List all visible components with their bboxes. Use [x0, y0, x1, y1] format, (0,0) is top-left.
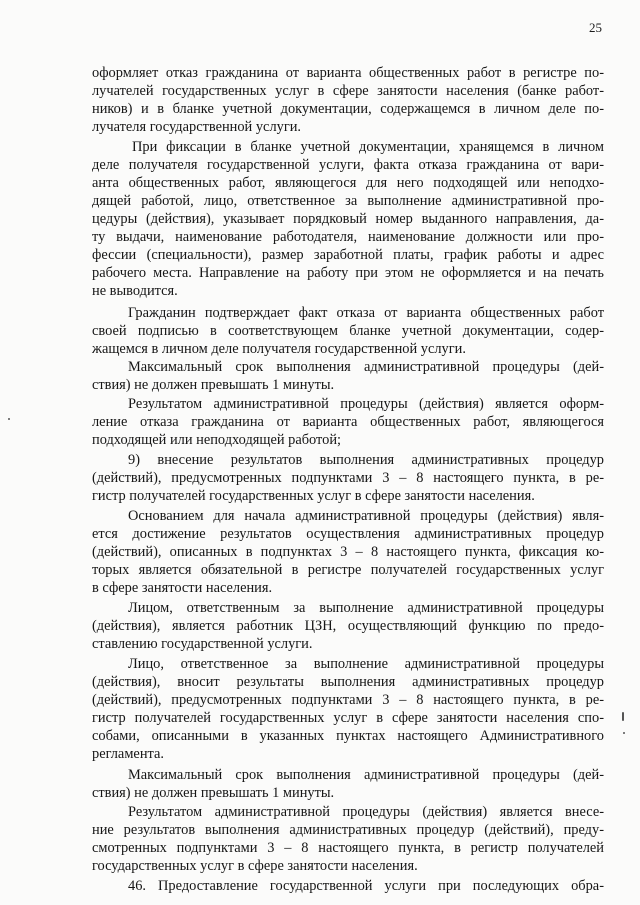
text-line: подходящей или неподходящей работой; [92, 432, 342, 448]
text-line: Максимальный срок выполнения административной процедуры (дей- [128, 767, 604, 783]
text-line: в сфере занятости населения. [92, 580, 273, 596]
text-line: 46. Предоставление государственной услуги при последующих обра- [128, 878, 604, 894]
text-line: гистр получателей государственных услуг в сфере занятости населения спо- [92, 710, 604, 726]
text-line: не выводится. [92, 283, 178, 299]
text-line: ствия) не должен превышать 1 минуты. [92, 785, 335, 801]
text-line: Лицо, ответственное за выполнение административной процедуры [128, 656, 604, 672]
text-line: государственных услуг в сфере занятости населения. [92, 858, 418, 874]
text-line: (действий), предусмотренных подпунктами 3 – 8 настоящего пункта, в ре- [92, 470, 604, 486]
text-line: ту выдачи, наименование работодателя, наименование должности или про- [92, 229, 604, 245]
text-line: ствия) не должен превышать 1 минуты. [92, 377, 335, 393]
scan-speck [622, 712, 624, 721]
text-line: (действий), описанных в подпунктах 3 – 8 настоящего пункта, фиксация ко- [92, 544, 604, 560]
text-line: гистр получателей государственных услуг в сфере занятости населения. [92, 488, 535, 504]
text-line: ние результатов выполнения административных процедур (действий), преду- [92, 822, 604, 838]
text-line: Максимальный срок выполнения административной процедуры (дей- [128, 359, 604, 375]
text-line: оформляет отказ гражданина от варианта общественных работ в регистре по- [92, 65, 604, 81]
text-line: рабочего места. Направление на работу при этом не оформляется и на печать [92, 265, 604, 281]
text-line: цедуры (действия), указывает порядковый номер выданного направления, да- [92, 211, 604, 227]
text-line: собами, описанными в указанных пунктах настоящего Административного [92, 728, 604, 744]
text-line: фессии (специальности), размер заработной платы, график работы и адрес [92, 247, 604, 263]
text-line: жащемся в личном деле получателя государственной услуги. [92, 341, 466, 357]
text-line: торых является обязательной в регистре получателей государственных услуг [92, 562, 604, 578]
text-line: ников) и в бланке учетной документации, содержащемся в личном деле по- [92, 101, 604, 117]
text-line: Результатом административной процедуры (действия) является внесе- [128, 804, 604, 820]
text-line: дящей работой, лицо, ответственное за выполнение административной про- [92, 193, 604, 209]
text-line: смотренных подпунктами 3 – 8 настоящего пункта, в регистр получателей [92, 840, 604, 856]
page-number: 25 [589, 20, 602, 35]
scan-speck [8, 418, 10, 420]
text-line: Результатом административной процедуры (действия) является оформ- [128, 396, 604, 412]
text-line: лучателей государственных услуг в сфере занятости населения (банке работ- [92, 83, 604, 99]
text-line: При фиксации в бланке учетной документации, хранящемся в личном [132, 139, 604, 155]
text-line: ставлению государственной услуги. [92, 636, 313, 652]
scan-speck [623, 732, 625, 734]
text-line: ление отказа гражданина от варианта общественных работ, являющегося [92, 414, 604, 430]
text-line: Гражданин подтверждает факт отказа от варианта общественных работ [128, 305, 604, 321]
text-line: (действия), вносит результаты выполнения административных процедур [92, 674, 604, 690]
text-line: анта общественных работ, являющегося для него подходящей или неподхо- [92, 175, 604, 191]
text-line: лучателя государственной услуги. [92, 119, 302, 135]
text-line: регламента. [92, 746, 164, 762]
text-line: Основанием для начала административной процедуры (действия) явля- [128, 508, 604, 524]
text-line: ется достижение результатов осуществления административных процедур [92, 526, 604, 542]
text-line: деле получателя государственной услуги, факта отказа гражданина от вари- [92, 157, 604, 173]
text-line: своей подписью в соответствующем бланке учетной документации, содер- [92, 323, 604, 339]
text-line: (действий), предусмотренных подпунктами 3 – 8 настоящего пункта, в ре- [92, 692, 604, 708]
text-line: (действия), является работник ЦЗН, осуществляющий функцию по предо- [92, 618, 604, 634]
text-line: 9) внесение результатов выполнения административных процедур [128, 452, 604, 468]
text-line: Лицом, ответственным за выполнение административной процедуры [128, 600, 604, 616]
